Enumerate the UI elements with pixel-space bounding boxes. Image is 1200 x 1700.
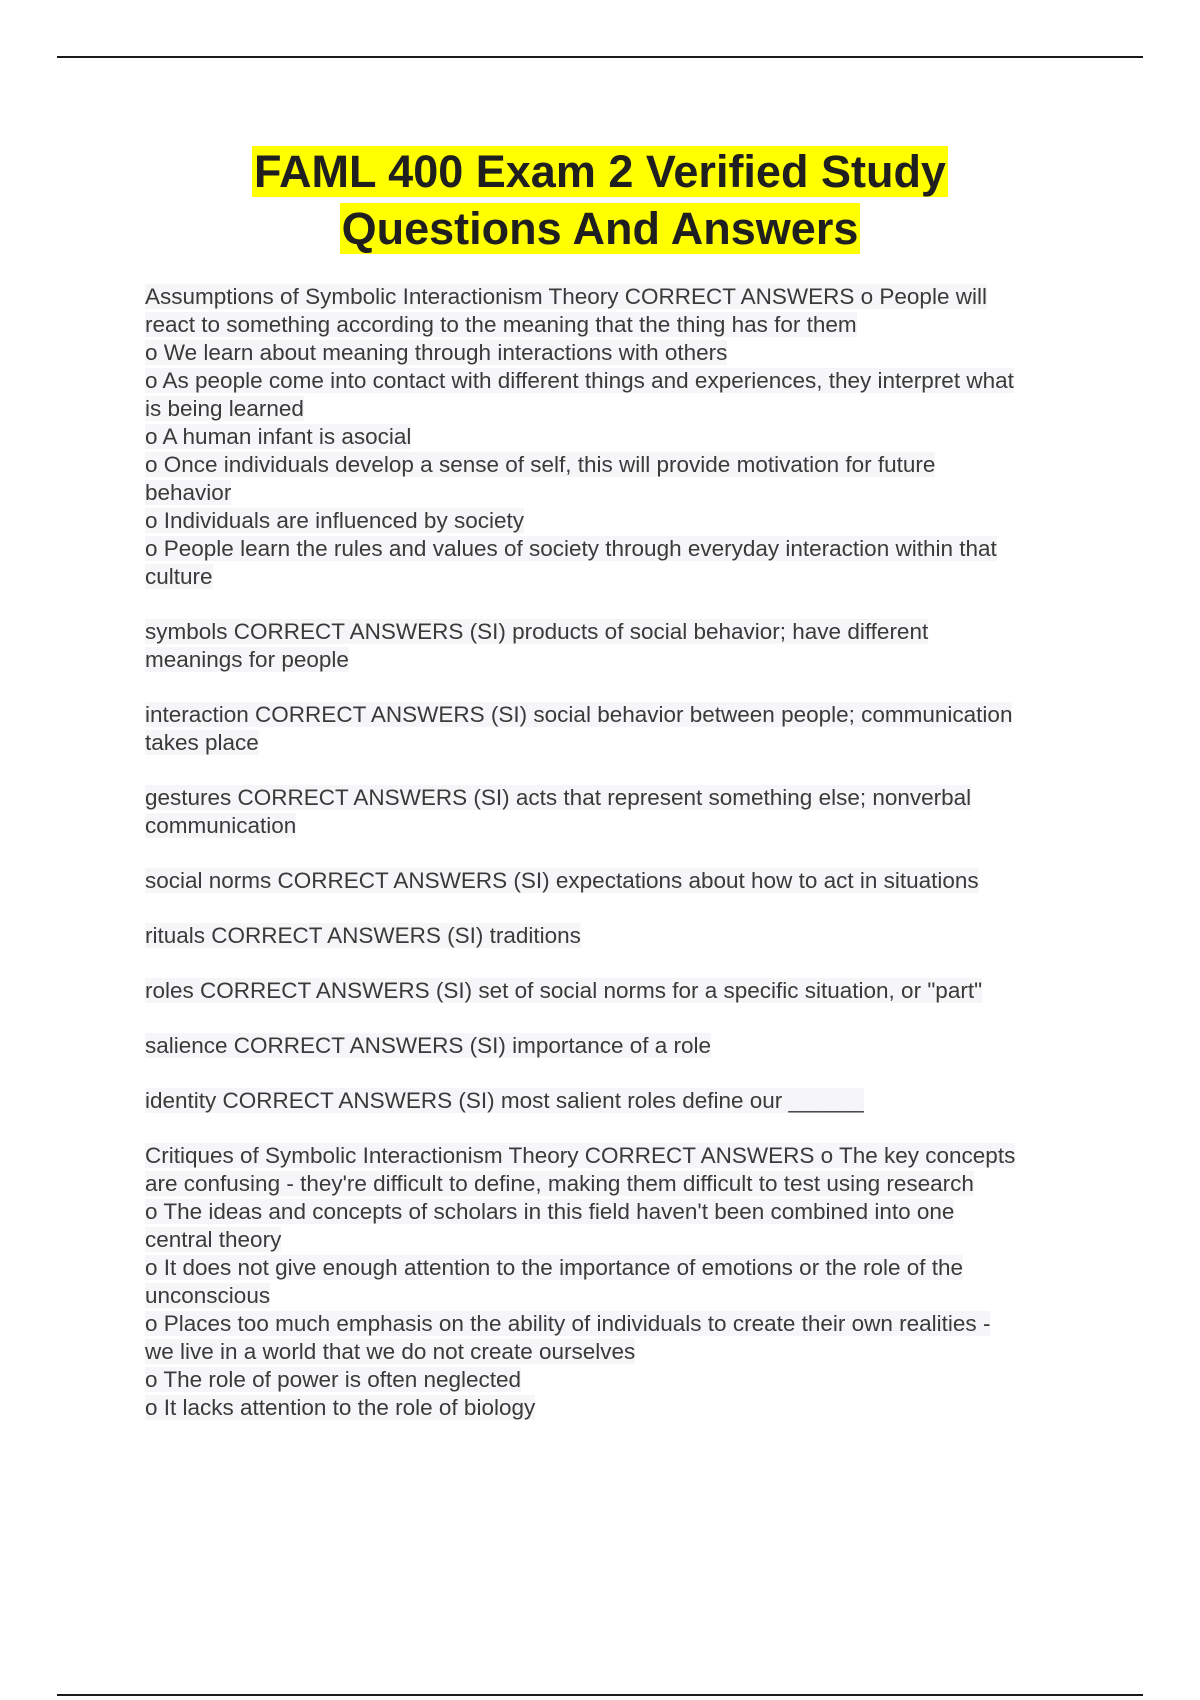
qa-line — [145, 729, 1085, 757]
qa-entry — [145, 283, 1085, 591]
qa-line-text: central theory — [145, 1227, 282, 1252]
qa-line-text: o We learn about meaning through interactions with others — [145, 340, 728, 365]
qa-line-text: social norms CORRECT ANSWERS (SI) expectations about how to act in situations — [145, 868, 979, 893]
qa-line — [145, 1142, 1085, 1170]
qa-line-text: o Once individuals develop a sense of self, this will provide motivation for future — [145, 452, 936, 477]
qa-line-text: o A human infant is asocial — [145, 424, 412, 449]
qa-line — [145, 1338, 1085, 1366]
qa-line — [145, 922, 1085, 950]
qa-line-text: Assumptions of Symbolic Interactionism Theory CORRECT ANSWERS o People will — [145, 284, 987, 309]
title-line: FAML 400 Exam 2 Verified Study — [254, 146, 946, 197]
qa-line — [145, 423, 1085, 451]
top-rule — [57, 56, 1143, 58]
qa-line-text: unconscious — [145, 1283, 271, 1308]
qa-line-text: meanings for people — [145, 647, 349, 672]
qa-line — [145, 1032, 1085, 1060]
qa-line-text: Critiques of Symbolic Interactionism Theory CORRECT ANSWERS o The key concepts — [145, 1143, 1016, 1168]
qa-line-text: o The role of power is often neglected — [145, 1367, 522, 1392]
qa-line-text: salience CORRECT ANSWERS (SI) importance of a role — [145, 1033, 712, 1058]
qa-line-text: behavior — [145, 480, 232, 505]
qa-line-text: gestures CORRECT ANSWERS (SI) acts that represent something else; nonverbal — [145, 785, 972, 810]
qa-line — [145, 812, 1085, 840]
qa-entry — [145, 977, 1085, 1005]
qa-line — [145, 283, 1085, 311]
qa-line — [145, 646, 1085, 674]
qa-line — [145, 1282, 1085, 1310]
qa-line — [145, 479, 1085, 507]
qa-line-text: react to something according to the meaning that the thing has for them — [145, 312, 857, 337]
qa-line-text: o It does not give enough attention to the importance of emotions or the role of the — [145, 1255, 964, 1280]
qa-line-text: rituals CORRECT ANSWERS (SI) traditions — [145, 923, 581, 948]
qa-line-text: roles CORRECT ANSWERS (SI) set of social norms for a specific situation, or "part" — [145, 978, 983, 1003]
qa-line — [145, 867, 1085, 895]
bottom-rule — [57, 1694, 1143, 1696]
qa-line-text: o People learn the rules and values of society through everyday interaction within that — [145, 536, 997, 561]
qa-line — [145, 451, 1085, 479]
qa-line-text: o The ideas and concepts of scholars in this field haven't been combined into one — [145, 1199, 955, 1224]
qa-line-text: o Individuals are influenced by society — [145, 508, 524, 533]
qa-line — [145, 1087, 1085, 1115]
qa-entry — [145, 784, 1085, 840]
qa-line-text: communication — [145, 813, 297, 838]
qa-line — [145, 1366, 1085, 1394]
document-title — [0, 143, 1200, 257]
qa-line — [145, 1394, 1085, 1422]
qa-line — [145, 311, 1085, 339]
qa-line-text: are confusing - they're difficult to define, making them difficult to test using research — [145, 1171, 974, 1196]
qa-line — [145, 1226, 1085, 1254]
qa-line — [145, 784, 1085, 812]
qa-line — [145, 339, 1085, 367]
qa-entry — [145, 618, 1085, 674]
qa-line — [145, 367, 1085, 395]
qa-line-text: symbols CORRECT ANSWERS (SI) products of social behavior; have different — [145, 619, 929, 644]
qa-line-text: identity CORRECT ANSWERS (SI) most salient roles define our ______ — [145, 1088, 864, 1113]
qa-line — [145, 701, 1085, 729]
qa-entry — [145, 922, 1085, 950]
qa-entry — [145, 1087, 1085, 1115]
qa-entry — [145, 701, 1085, 757]
qa-line-text: is being learned — [145, 396, 304, 421]
qa-line — [145, 977, 1085, 1005]
qa-line-text: interaction CORRECT ANSWERS (SI) social behavior between people; communication — [145, 702, 1013, 727]
qa-line — [145, 535, 1085, 563]
qa-line — [145, 563, 1085, 591]
qa-entry — [145, 1142, 1085, 1422]
qa-line-text: we live in a world that we do not create ourselves — [145, 1339, 636, 1364]
qa-line — [145, 1254, 1085, 1282]
qa-line — [145, 1198, 1085, 1226]
qa-line — [145, 395, 1085, 423]
qa-line — [145, 1310, 1085, 1338]
qa-line — [145, 1170, 1085, 1198]
qa-line — [145, 507, 1085, 535]
title-line: Questions And Answers — [341, 203, 859, 254]
qa-line-text: o Places too much emphasis on the ability of individuals to create their own realities - — [145, 1311, 991, 1336]
qa-entry — [145, 1032, 1085, 1060]
qa-line-text: takes place — [145, 730, 259, 755]
document-body — [145, 283, 1085, 1449]
qa-line-text: o As people come into contact with different things and experiences, they interpret what — [145, 368, 1014, 393]
qa-line — [145, 618, 1085, 646]
qa-line-text: culture — [145, 564, 213, 589]
qa-entry — [145, 867, 1085, 895]
qa-line-text: o It lacks attention to the role of biology — [145, 1395, 536, 1420]
